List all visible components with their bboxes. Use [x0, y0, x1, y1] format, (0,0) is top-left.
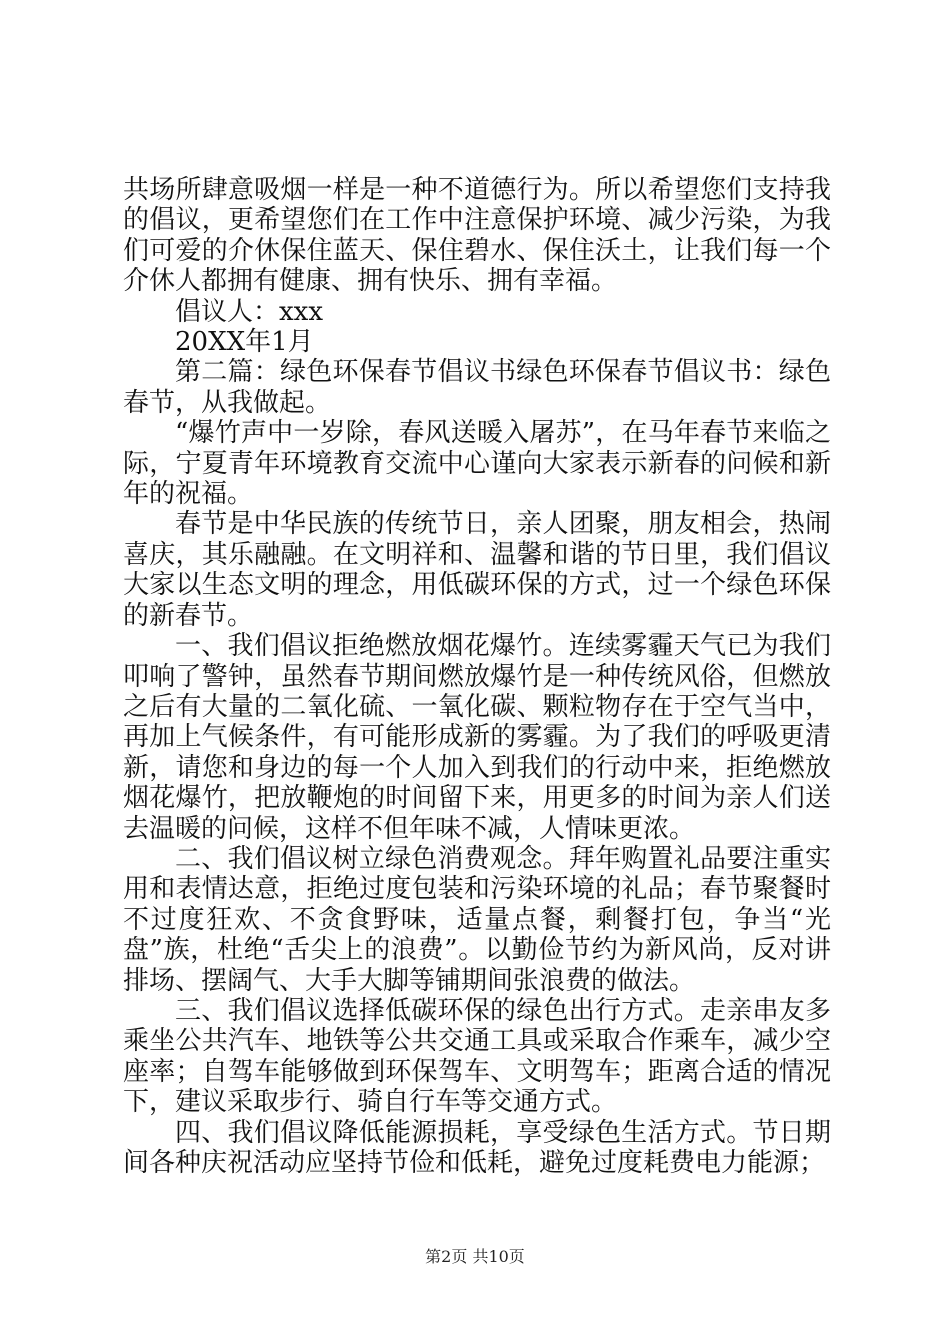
paragraph-section-title: 第二篇：绿色环保春节倡议书绿色环保春节倡议书：绿色春节，从我做起。 [123, 357, 831, 418]
paragraph-continuation: 共场所肆意吸烟一样是一种不道德行为。所以希望您们支持我的倡议，更希望您们在工作中注意保护环境、减少污染，为我们可爱的介休保住蓝天、保住碧水、保住沃土，让我们每一个介休人都拥有健康、拥有快乐、拥有幸福。 [123, 175, 831, 297]
document-body [123, 175, 831, 1178]
paragraph-proposal-3: 三、我们倡议选择低碳环保的绿色出行方式。走亲串友多乘坐公共汽车、地铁等公共交通工具或采取合作乘车，减少空座率；自驾车能够做到环保驾车、文明驾车；距离合适的情况下，建议采取步行、骑自行车等交通方式。 [123, 995, 831, 1118]
paragraph-signer: 倡议人：xxx [175, 296, 323, 327]
paragraph-spring-festival: 春节是中华民族的传统节日，亲人团聚，朋友相会，热闹喜庆，其乐融融。在文明祥和、温馨和谐的节日里，我们倡议大家以生态文明的理念，用低碳环保的方式，过一个绿色环保的新春节。 [123, 509, 831, 631]
paragraph-proposal-2: 二、我们倡议树立绿色消费观念。拜年购置礼品要注重实用和表情达意，拒绝过度包装和污染环境的礼品；春节聚餐时不过度狂欢、不贪食野味，适量点餐，剩餐打包，争当“光盘”族，杜绝“舌尖上的浪费”。以勤俭节约为新风尚，反对讲排场、摆阔气、大手大脚等铺期间张浪费的做法。 [123, 843, 831, 996]
page-number-footer: 第2页 共10页 [425, 1247, 525, 1266]
paragraph-proposal-1: 一、我们倡议拒绝燃放烟花爆竹。连续雾霾天气已为我们叩响了警钟，虽然春节期间燃放爆竹是一种传统风俗，但燃放之后有大量的二氧化硫、一氧化碳、颗粒物存在于空气当中，再加上气候条件，有可能形成新的雾霾。为了我们的呼吸更清新，请您和身边的每一个人加入到我们的行动中来，拒绝燃放烟花爆竹，把放鞭炮的时间留下来，用更多的时间为亲人们送去温暖的问候，这样不但年味不减，人情味更浓。 [123, 631, 831, 844]
paragraph-date: 20XX年1月 [175, 327, 314, 358]
paragraph-proposal-4: 四、我们倡议降低能源损耗，享受绿色生活方式。节日期间各种庆祝活动应坚持节俭和低耗，避免过度耗费电力能源； [123, 1117, 831, 1178]
paragraph-intro: “爆竹声中一岁除，春风送暖入屠苏”，在马年春节来临之际，宁夏青年环境教育交流中心谨向大家表示新春的问候和新年的祝福。 [123, 418, 831, 510]
